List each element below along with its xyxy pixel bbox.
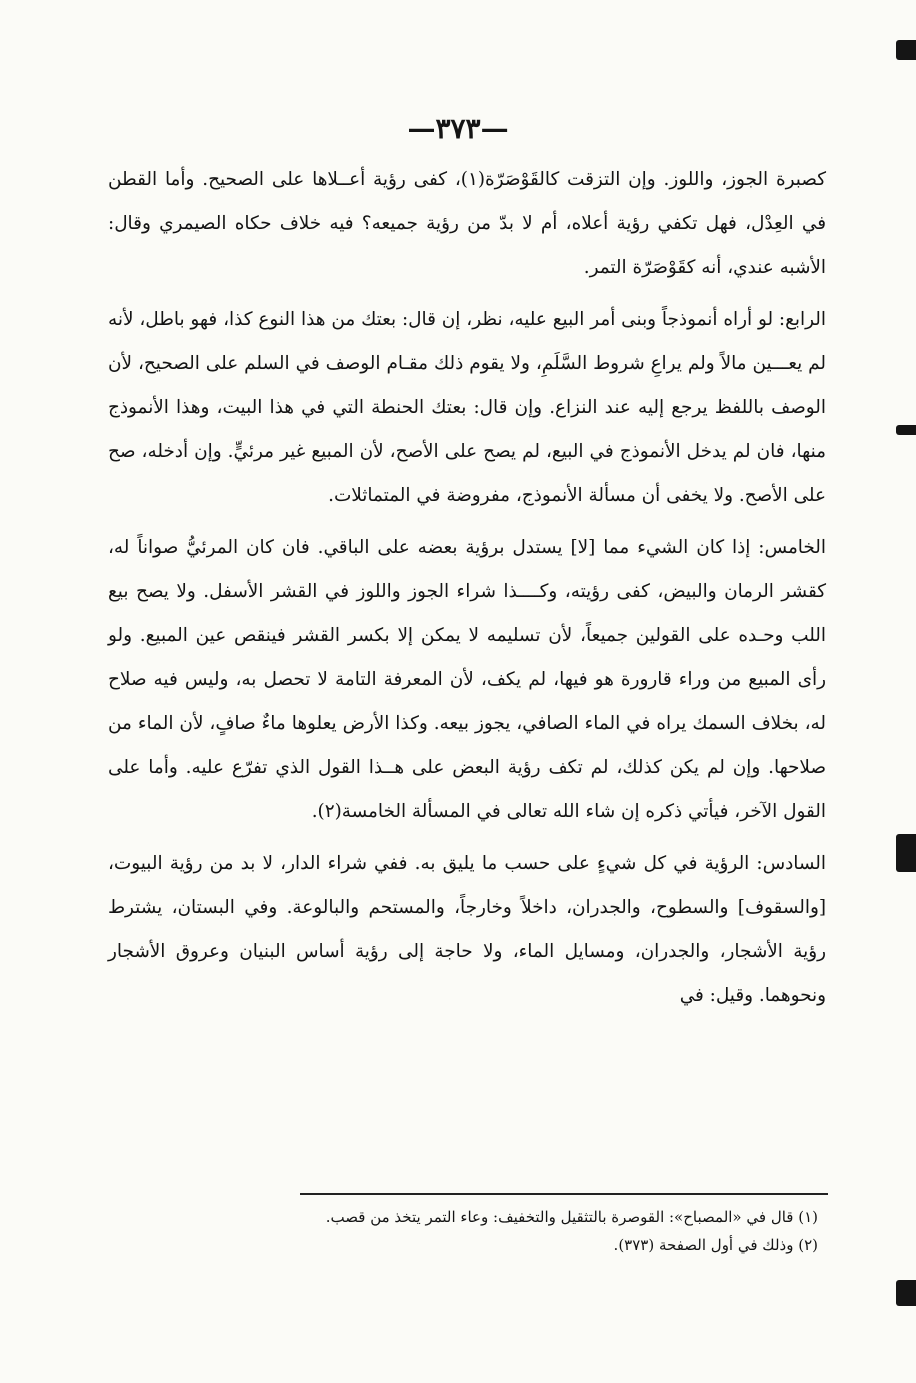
paragraph-fifth: الخامس: إذا كان الشيء مما [لا] يستدل برؤية بعضه على الباقي. فان كان المرئيُّ صواناً له، كقشر الرمان والبيض، كفى رؤيته، وكــــذا شراء الجوز واللوز في القشر الأسفل. ولا يصح بيع اللب وحـده على القولين جميعاً، لأن تسليمه لا يمكن إلا بكسر القشر فينقص عين المبيع. ولو رأى المبيع من وراء قارورة هو فيها، لم يكف، لأن المعرفة التامة لا تحصل به، وليس فيه صلاح له، بخلاف السمك يراه في الماء الصافي، يجوز بيعه. وكذا الأرض يعلوها ماءٌ صافٍ، لأن الماء من صلاحها. وإن لم يكن كذلك، لم تكف رؤية البعض على هــذا القول الذي تفرّع عليه. وأما على القول الآخر، فيأتي ذكره إن شاء الله تعالى في المسألة الخامسة(٢). — [108, 537, 827, 822]
footnote-1: (١) قال في «المصباح»: القوصرة بالتثقيل والتخفيف: وعاء التمر يتخذ من قصب. — [325, 1208, 818, 1226]
paragraph-continuation: كصبرة الجوز، واللوز. وإن التزقت كالقَوْصَرّة(١)، كفى رؤية أعــلاها على الصحيح. وأما القطن في العِدْل، فهل تكفي رؤية أعلاه، أم لا بدّ من رؤية جميعه؟ فيه خلاف حكاه الصيمري وقال: الأشبه عندي، أنه كقَوْصَرّة التمر. — [108, 169, 827, 278]
paragraph-fourth: الرابع: لو أراه أنموذجاً وبنى أمر البيع عليه، نظر، إن قال: بعتك من هذا النوع كذا، فهو باطل، لأنه لم يعـــين مالاً ولم يراعِ شروط السَّلَمِ، ولا يقوم ذلك مقـام الوصف في السلم على الصحيح، لأن الوصف باللفظ يرجع إليه عند النزاع. وإن قال: بعتك الحنطة التي في هذا البيت، وهذا الأنموذج منها، فان لم يدخل الأنموذج في البيع، لم يصح على الأصح، لأن المبيع غير مرئيٍّ. وإن أدخله، صح على الأصح. ولا يخفى أن مسألة الأنموذج، مفروضة في المتماثلات. — [108, 309, 826, 506]
paragraph-sixth: السادس: الرؤية في كل شيءٍ على حسب ما يليق به. ففي شراء الدار، لا بد من رؤية البيوت، [والسقوف] والسطوح، والجدران، داخلاً وخارجاً، والمستحم والبالوعة. وفي البستان، يشترط رؤية الأشجار، والجدران، ومسايل الماء، ولا حاجة إلى رؤية أساس البنيان وعروق الأشجار ونحوهما. وقيل: في — [108, 853, 826, 1006]
footnote-divider — [300, 1193, 828, 1195]
page-number: —٣٧٣— — [407, 112, 509, 145]
footnotes — [108, 1203, 818, 1259]
scan-edge-mark — [896, 1280, 916, 1306]
scan-edge-mark — [896, 834, 916, 872]
scan-edge-mark — [896, 40, 916, 60]
main-text — [108, 158, 826, 1026]
footnote-2: (٢) وذلك في أول الصفحة (٣٧٣). — [613, 1236, 818, 1254]
scan-edge-mark — [896, 425, 916, 435]
